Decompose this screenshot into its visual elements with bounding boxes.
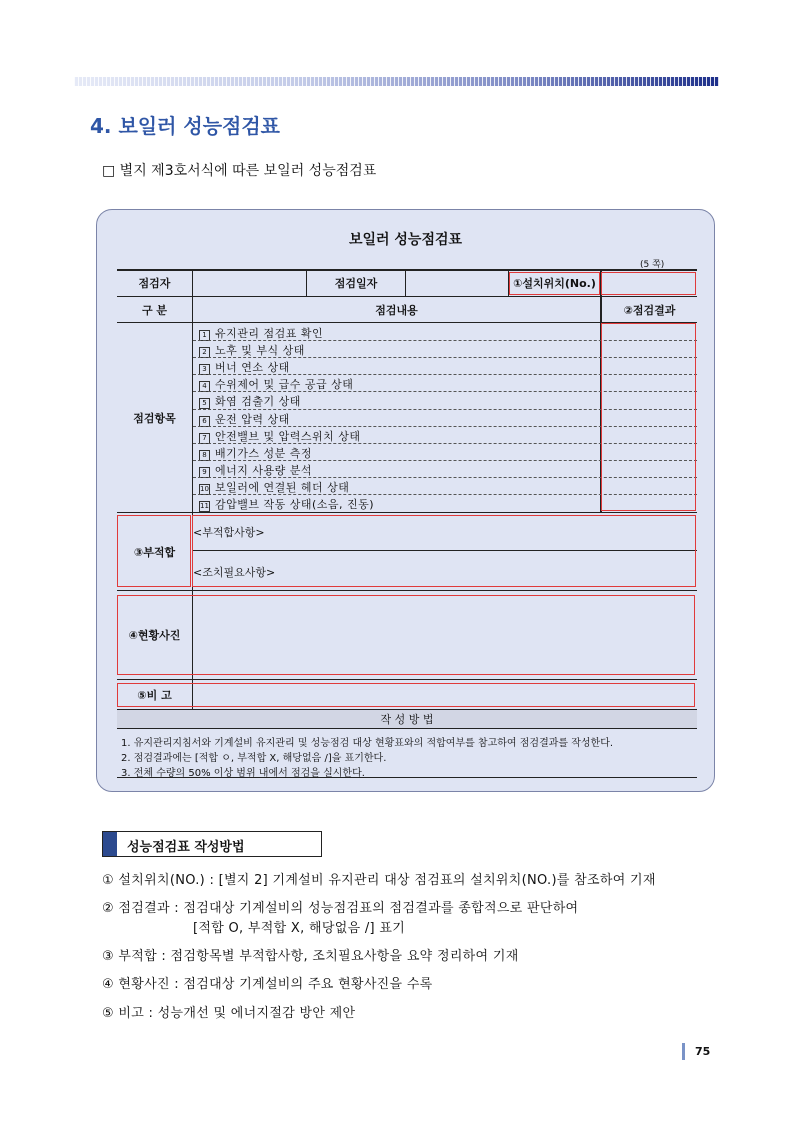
inspection-item (199, 428, 361, 444)
inspection-item (199, 325, 323, 341)
highlight-box-location-value (601, 272, 696, 295)
item-text: 수위제어 및 급수 공급 상태 (215, 378, 354, 392)
inspection-item (199, 445, 312, 461)
location-label: ①설치위치(No.) (513, 277, 596, 290)
date-label: 점검일자 (334, 277, 378, 290)
item-number-box: 3 (199, 364, 210, 375)
inspection-item (199, 411, 290, 427)
nonconformity-details: <부적합사항> (193, 526, 265, 539)
item-number-box: 4 (199, 381, 210, 392)
item-text: 유지관리 점검표 확인 (215, 327, 324, 340)
inspection-item (199, 462, 312, 478)
page-count: (5 쪽) (640, 260, 665, 270)
highlight-box-photo (117, 595, 695, 675)
item-number-box: 1 (199, 330, 210, 341)
item-text: 노후 및 부식 상태 (215, 344, 305, 358)
remarks-label: ⑤비 고 (137, 688, 172, 702)
heading-accent-bar (103, 832, 117, 856)
row-divider (117, 512, 697, 513)
item-number-box: 11 (200, 502, 209, 510)
page-number: 75 (695, 1045, 711, 1058)
inspection-item (199, 376, 353, 392)
guide-heading: 성능점검표 작성방법 (127, 840, 245, 855)
item-text: 보일러에 연결된 헤더 상태 (215, 480, 350, 494)
guide-heading-box (102, 831, 322, 857)
method-line-2: 2. 점검결과에는 [적합 ㅇ, 부적합 X, 해당없음 /]을 표기한다. (121, 753, 387, 764)
item-text: 안전밸브 및 압력스위치 상태 (215, 429, 361, 443)
nonconformity-label: ③부적합 (133, 545, 176, 559)
highlight-box-nonconformity (192, 515, 696, 587)
item-text: 운전 압력 상태 (215, 412, 290, 426)
method-line-3: 3. 전체 수량의 50% 이상 범위 내에서 점검을 실시한다. (121, 768, 365, 779)
item-number-box: 2 (199, 347, 210, 358)
item-number-box: 8 (199, 450, 210, 461)
inspection-item (199, 393, 301, 409)
item-number-box: 10 (200, 484, 209, 493)
inspection-item (199, 479, 349, 495)
inspection-item (199, 496, 374, 512)
section-subtitle: □ 별지 제3호서식에 따른 보일러 성능점검표 (102, 163, 377, 179)
decorative-gradient-band (74, 77, 719, 86)
highlight-box-nonconformity-label (117, 515, 191, 587)
item-number-box: 5 (199, 398, 210, 409)
highlight-box-results (601, 323, 696, 511)
guide-line-1: ① 설치위치(NO.) : [별지 2] 기계설비 유지관리 대상 점검표의 설치위치(NO.)를 참조하여 기재 (102, 873, 656, 888)
form-title: 보일러 성능점검표 (348, 232, 463, 248)
content-header: 점검내용 (375, 303, 418, 317)
item-text: 감압밸브 작동 상태(소음, 진동) (215, 498, 375, 511)
inspection-item (199, 342, 305, 358)
guide-line-2: ② 점검결과 : 점검대상 기계설비의 성능점검표의 점검결과를 종합적으로 판단하여 (102, 901, 579, 916)
item-text: 화염 검출기 상태 (215, 395, 301, 409)
result-header: ②점검결과 (623, 303, 676, 317)
section-title: 4. 보일러 성능점검표 (90, 114, 280, 138)
method-header: 작 성 방 법 (117, 710, 697, 729)
guide-line-3: ③ 부적합 : 점검항목별 부적합사항, 조치필요사항을 요약 정리하여 기재 (102, 949, 519, 964)
method-line-1: 1. 유지관리지침서와 기계설비 유지관리 및 성능점검 대상 현황표와의 적합여부를 참고하여 점검결과를 작성한다. (121, 738, 614, 749)
inspector-label: 점검자 (138, 277, 171, 290)
highlight-box-remarks (117, 683, 695, 707)
date-value[interactable] (406, 270, 508, 296)
highlight-box-location (509, 272, 600, 295)
item-text: 에너지 사용량 분석 (215, 463, 313, 477)
required-actions: <조치필요사항> (193, 566, 276, 579)
photo-label: ④현황사진 (128, 629, 181, 642)
item-number-box: 7 (199, 433, 210, 444)
item-number-box: 9 (199, 467, 210, 478)
category-header: 구 분 (141, 303, 168, 317)
inspector-value[interactable] (193, 270, 306, 296)
items-label: 점검항목 (133, 411, 176, 425)
item-text: 버너 연소 상태 (215, 361, 290, 375)
guide-line-2-continued: [적합 O, 부적합 X, 해당없음 /] 표기 (193, 921, 406, 936)
item-number-box: 6 (199, 416, 210, 427)
guide-line-5: ⑤ 비고 : 성능개선 및 에너지절감 방안 제안 (102, 1006, 356, 1021)
guide-line-4: ④ 현황사진 : 점검대상 기계설비의 주요 현황사진을 수록 (102, 977, 433, 992)
item-text: 배기가스 성분 측정 (215, 446, 313, 460)
page-number-bar (682, 1043, 685, 1060)
inspection-item (199, 359, 290, 375)
